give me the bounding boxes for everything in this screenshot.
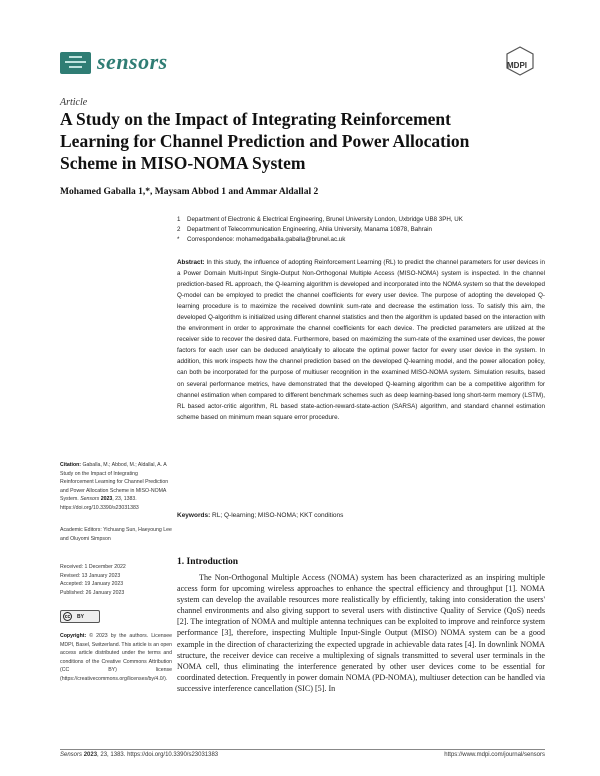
abstract-text: In this study, the influence of adopting Reinforcement Learning (RL) to predict the channel parameters for user devices in a Power Domain Multi-Input Single-Output Non-Orthogonal Multiple Access (MISO-NOMA) system is inspected. In the channel prediction-based RL approach, the Q-learning algorithm is developed and incorporated into the NOMA system so that the developed Q-model can be employed to predict the channel coefficients for every user device. The purpose of adopting the developed Q-learning procedure is to maximize the received downlink sum-rate and decrease the estimation loss. To satisfy this aim, the developed Q-algorithm is initialized using different channel statistics and then the algorithm is updated based on the interaction with the environment in order to approximate the channel coefficients for each device. The predicted parameters are utilized at the receiver side to recover the desired data. Furthermore, based on maximizing the sum-rate of the examined user devices, the power factors for each user can be deduced analytically to allocate the optimal power factor for every user device in the system. In addition, this work inspects how the channel prediction based on the developed Q-learning model, and the power allocation policy, can both be incorporated for the purpose of multiuser recognition in the examined MISO-NOMA system. Simulation results, based on several performance metrics, have demonstrated that the developed Q-learning algorithm can be a competitive algorithm for channel estimation when compared to different benchmark schemes such as deep learning-based long short-term memory (LSTM), RL based actor-critic algorithm, RL based state-action-reward-state-action (SARSA) algorithm, and standard channel estimation scheme based on minimum mean square error procedure.: [177, 259, 545, 421]
paper-title: A Study on the Impact of Integrating Reinforcement Learning for Channel Prediction and Power Allocation Scheme in MISO-NOMA System: [60, 109, 470, 173]
journal-name[interactable]: sensors: [97, 49, 168, 74]
footer-divider: [60, 749, 545, 750]
article-type: Article: [60, 97, 88, 108]
section-heading: 1. Introduction: [177, 557, 239, 567]
affiliation-item: 2 Department of Telecommunication Engineering, Ahlia University, Manama 10878, Bahrain: [177, 226, 432, 233]
introduction-body: [177, 572, 545, 694]
journal-logo-icon: [60, 52, 91, 74]
published-date: Published: 26 January 2023: [60, 589, 125, 596]
author-list: Mohamed Gaballa 1,*, Maysam Abbod 1 and Ammar Aldallal 2: [60, 187, 319, 197]
cc-by-license-icon[interactable]: cc BY: [60, 610, 100, 623]
correspondence: * Correspondence: mohamedgaballa.gaballa@brunel.ac.uk: [177, 236, 346, 243]
abstract: [177, 257, 545, 423]
accepted-date: Accepted: 19 January 2023: [60, 581, 124, 588]
received-date: Received: 1 December 2022: [60, 564, 126, 570]
footer-citation: Sensors 2023, 23, 1383. https://doi.org/10.3390/s23031383: [60, 752, 219, 758]
citation-block: Citation: Gaballa, M.; Abbod, M.; Aldallal, A. A Study on the Impact of Integrating Reinforcement Learning for Channel Prediction and Power Allocation Scheme in MISO-NOMA System. Sensors 2023, 23, 1383. https://doi.org/10.3390/s23031383: [60, 462, 169, 511]
affiliations: [177, 215, 537, 245]
keywords: [177, 512, 545, 519]
academic-editors: Academic Editors: Yichuang Sun, Haeyoung Lee and Oluyomi Simpson: [60, 527, 172, 542]
keywords-text: RL; Q-learning; MISO-NOMA; KKT conditions: [212, 512, 344, 519]
intro-paragraph: The Non-Orthogonal Multiple Access (NOMA) system has been characterized as an inspiring multiple access form for upcoming wireless approaches to enhance the spectral efficiency and throughput [1]. NOMA system can develop the available resources more realistically by efficiently, taking into consideration the users' channel environments and also giving support to several users with distinctive Quality of Service (QoS) needs [2]. The integration of NOMA and multiple antenna techniques can be exploited to improve and reinforce system performance [3], therefore, inspecting Multiple Input-Single Output (MISO) NOMA system can be a good example in the direction of characterizing the expected upgrade in achievable data rates [4]. In downlink NOMA structure, the receiver device can receive a multiplexing of signals transmitted to several user terminals in the NOMA cell, thus eliminating the interference generated by other user devices come to be essential for coordinated detection. Frequently in power domain NOMA (PD-NOMA), multiuser detection can be handled via successive interference cancellation (SIC) [5]. In: [177, 573, 545, 693]
publisher-name: MDPI: [507, 61, 527, 70]
affiliation-item: 1 Department of Electronic & Electrical Engineering, Brunel University London, Uxbridge UB8 3PH, UK: [177, 216, 463, 223]
journal-url-link[interactable]: https://www.mdpi.com/journal/sensors: [444, 752, 545, 758]
publication-dates: [60, 563, 172, 597]
abstract-label: Abstract:: [177, 259, 205, 266]
copyright-notice: Copyright: © 2023 by the authors. Licensee MDPI, Basel, Switzerland. This article is an open access article distributed under the terms and conditions of the Creative Commons Attribution (CC BY) license (https://creativecommons.org/licenses/by/4.0/).: [60, 633, 172, 682]
revised-date: Revised: 13 January 2023: [60, 572, 121, 579]
keywords-label: Keywords:: [177, 512, 211, 519]
